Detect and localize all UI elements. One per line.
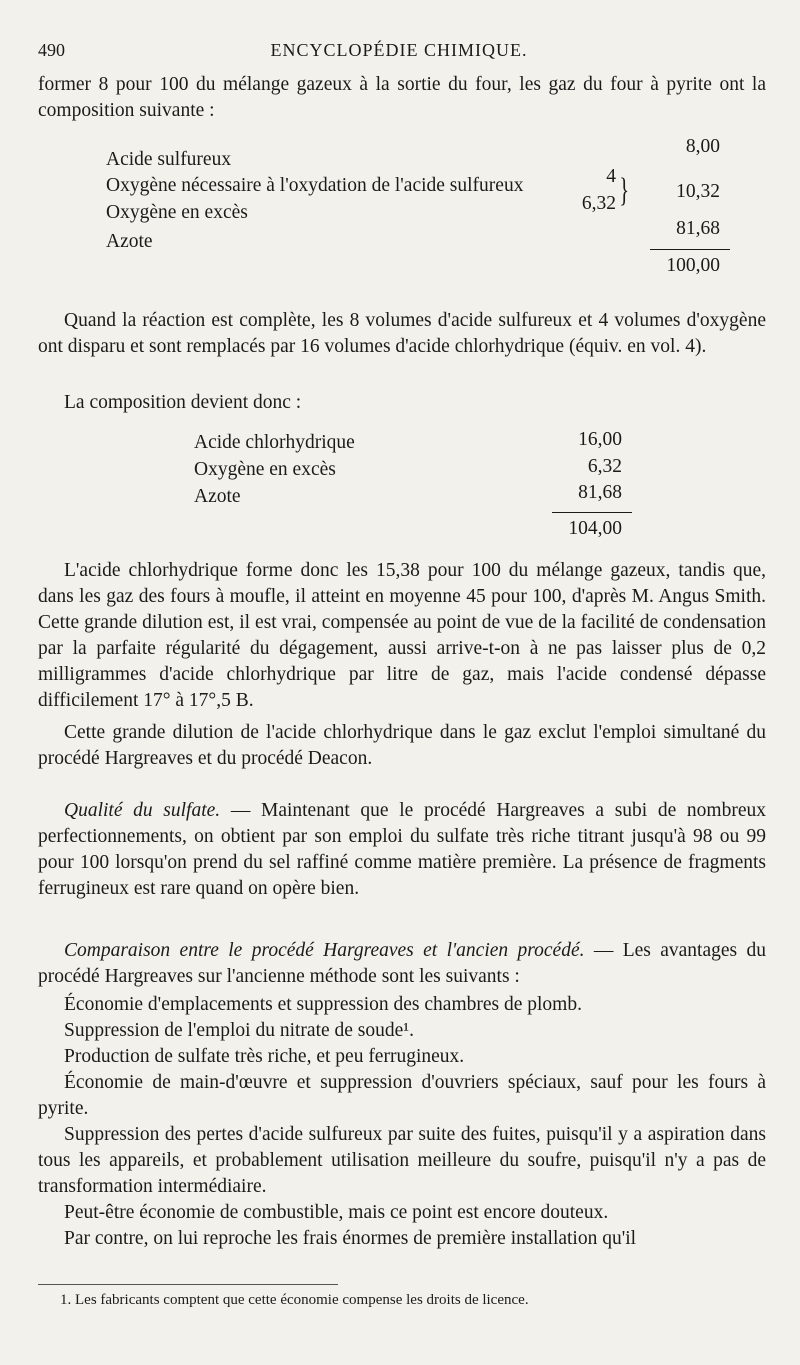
table1-label-azote: Azote (106, 231, 153, 252)
footnote-divider (38, 1284, 338, 1285)
table1-sum-rule (650, 249, 730, 250)
table1-label-oxygene-exces: Oxygène en excès (106, 202, 248, 223)
comparaison-paragraph (38, 938, 766, 990)
table2-value-acide: 16,00 (578, 429, 622, 450)
comparaison-text: — Les avantages du procédé Hargreaves sur l'ancienne méthode sont les suivants : (38, 940, 766, 987)
list-item: Par contre, on lui reproche les frais énormes de première installation qu'il (64, 1228, 637, 1249)
table1-value-acide: 8,00 (685, 136, 720, 157)
table1-label-oxygene-necessaire: Oxygène nécessaire à l'oxydation de l'acide sulfureux (106, 175, 524, 196)
list-item: Économie d'emplacements et suppression des chambres de plomb. (64, 994, 582, 1015)
table1-sub-oxygene-necessaire: 4 (606, 166, 616, 187)
list-item: Économie de main-d'œuvre et suppression d'ouvriers spéciaux, sauf pour les fours à pyrite. (38, 1072, 766, 1119)
comparaison-heading: Comparaison entre le procédé Hargreaves et l'ancien procédé. (64, 940, 585, 961)
table2-value-azote: 81,68 (578, 482, 622, 503)
curly-brace: } (619, 172, 630, 209)
table1-label-acide: Acide sulfureux (106, 149, 232, 170)
list-item: Production de sulfate très riche, et peu ferrugineux. (64, 1046, 465, 1067)
table2-label-acide: Acide chlorhydrique (194, 432, 355, 453)
qualite-heading: Qualité du sulfate. (64, 800, 221, 821)
table2-sum-rule (552, 512, 632, 513)
table2-label-azote: Azote (194, 486, 241, 507)
list-item: Suppression des pertes d'acide sulfureux par suite des fuites, puisqu'il y a aspiration dans tous les appareils, et probablement utilisation meilleure du soufre, puisqu'il n'y a pas de transformation intermédiaire. (38, 1124, 766, 1197)
table1-brace-sum: 10,32 (676, 181, 720, 202)
table1-sub-oxygene-exces: 6,32 (581, 193, 616, 214)
intro-paragraph: former 8 pour 100 du mélange gazeux à la sortie du four, les gaz du four à pyrite ont la composition suivante : (38, 74, 766, 121)
table2-total: 104,00 (568, 518, 622, 539)
table1-value-azote: 81,68 (676, 218, 720, 239)
footnote: 1. Les fabricants comptent que cette économie compense les droits de licence. (60, 1292, 529, 1308)
table2-value-oxygene: 6,32 (587, 456, 622, 477)
list-item: Suppression de l'emploi du nitrate de soude¹. (64, 1020, 415, 1041)
devient-paragraph: La composition devient donc : (64, 392, 302, 413)
advantages-list (38, 992, 766, 1252)
running-title: ENCYCLOPÉDIE CHIMIQUE. (270, 40, 528, 60)
running-header (38, 40, 760, 66)
page-number: 490 (38, 40, 65, 60)
table2-label-oxygene: Oxygène en excès (194, 459, 336, 480)
dilution-paragraph: Cette grande dilution de l'acide chlorhydrique dans le gaz exclut l'emploi simultané du procédé Hargreaves et du procédé Deacon. (38, 722, 766, 769)
table1-total: 100,00 (666, 255, 720, 276)
list-item: Peut-être économie de combustible, mais ce point est encore douteux. (64, 1202, 609, 1223)
qualite-paragraph (38, 798, 766, 902)
qualite-text: — Maintenant que le procédé Hargreaves a subi de nombreux perfectionnements, on obtient par son emploi du sulfate très riche titrant jusqu'à 98 ou 99 pour 100 lorsqu'on prend du sel raffiné comme matière première. La présence de fragments ferrugineux est rare quand on opère bien. (38, 800, 766, 899)
hcl-paragraph: L'acide chlorhydrique forme donc les 15,38 pour 100 du mélange gazeux, tandis que, dans les gaz des fours à moufle, il atteint en moyenne 45 pour 100, d'après M. Angus Smith. Cette grande dilution est, il est vrai, compensée au point de vue de la facilité de condensation par la parfaite régularité du dégagement, aussi arrive-t-on à ne pas laisser plus de 0,2 milligrammes d'acide chlorhydrique par litre de gaz, mais l'acide condensé dépasse difficilement 17° à 17°,5 B. (38, 560, 766, 711)
reaction-paragraph: Quand la réaction est complète, les 8 volumes d'acide sulfureux et 4 volumes d'oxygène ont disparu et sont remplacés par 16 volumes d'acide chlorhydrique (équiv. en vol. 4). (38, 310, 766, 357)
